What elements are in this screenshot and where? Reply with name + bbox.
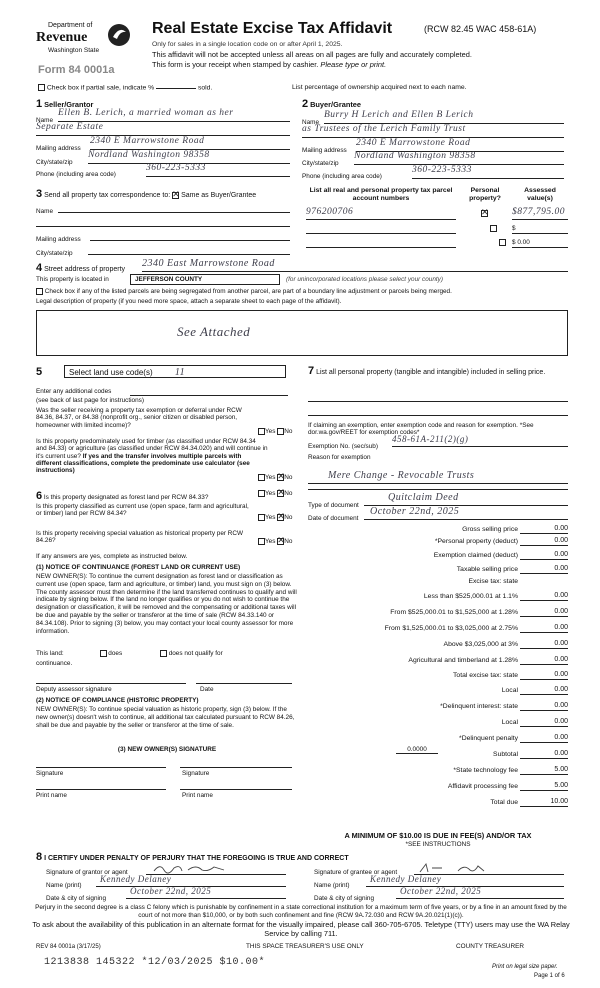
buyer-city-field[interactable]: Nordland Washington 98358 [354, 151, 564, 165]
seller-name-label: Name [36, 117, 54, 124]
parcel-number-3[interactable] [306, 236, 456, 248]
new-owner-signature-1[interactable] [36, 760, 166, 768]
calc-row-value[interactable]: 10.00 [520, 798, 568, 807]
minimum-due-note: A MINIMUM OF $10.00 IS DUE IN FEE(S) AND/OR TAX [344, 831, 532, 840]
page-title: Real Estate Excise Tax Affidavit [152, 20, 393, 37]
current-use-no-label: No [284, 514, 293, 522]
section-7-heading [308, 365, 568, 378]
seller-name-field-2[interactable]: Separate Estate [36, 122, 290, 136]
exemption-number-field[interactable]: 458-61A-211(2)(g) [392, 434, 568, 447]
current-use-no-checkbox[interactable] [277, 514, 284, 521]
parcel-header: List all real and personal property tax parcel account numbers [309, 187, 453, 202]
legal-description-field[interactable] [36, 310, 568, 356]
calc-row-label: Local [501, 687, 518, 694]
seller-phone-field[interactable]: 360-223-5333 [146, 163, 290, 177]
personal-property-checkbox-2[interactable] [490, 225, 497, 232]
forest-no-checkbox[interactable] [277, 490, 284, 497]
logo-dept-line2: Revenue [36, 30, 88, 45]
parcel-number-1[interactable]: 976200706 [306, 207, 456, 220]
citation: (RCW 82.45 WAC 458-61A) [424, 24, 537, 34]
parcel-number-2[interactable] [306, 222, 456, 234]
buyer-name-label: Name [302, 119, 320, 126]
calc-row-label: *State technology fee [453, 767, 518, 774]
assessed-value-3[interactable]: $ 0.00 [512, 236, 568, 248]
forest-yes-label: Yes [265, 490, 276, 498]
calc-row-value[interactable]: 0.00 [520, 608, 568, 617]
grantee-date-label: Date & city of signing [314, 895, 375, 902]
located-in-label: This property is located in [36, 276, 109, 283]
calc-row-value[interactable]: 5.00 [520, 766, 568, 775]
notice-3-title: (3) NEW OWNER(S) SIGNATURE [117, 746, 217, 753]
land-use-select-label: Select land use code(s) [69, 368, 153, 377]
reason-exemption-label: Reason for exemption [308, 454, 371, 461]
personal-property-list-2[interactable] [308, 408, 568, 416]
section-1-number: 1 [36, 98, 43, 110]
exemption-yes-no [258, 428, 292, 436]
calc-row-label: Subtotal [493, 751, 518, 758]
calc-row-value[interactable]: 0.00 [520, 592, 568, 601]
assessed-value-2[interactable]: $ [512, 222, 568, 234]
notice-2-text: NEW OWNER(S): To continue special valuation as historic property, sign (3) below. If the new owner(s) doesn't wish to continue, all additional tax calculated pursuant to RCW 84.26, shall be due and payable by the seller or transferor at the time of sale. [36, 706, 295, 729]
section-3-city-field[interactable] [88, 247, 290, 255]
personal-property-checkbox-3[interactable] [499, 239, 506, 246]
grantor-signature-label: Signature of grantor or agent [46, 869, 128, 876]
calc-row-label: Total due [490, 799, 518, 806]
new-owner-print-2[interactable] [180, 782, 292, 790]
seller-name-field[interactable]: Ellen B. Lerich, a married woman as her [58, 108, 290, 122]
logo-dept-line3: Washington State [48, 47, 100, 54]
calc-row-value[interactable]: 0.00 [520, 640, 568, 649]
county-treasurer-label: COUNTY TREASURER [456, 943, 524, 950]
section-2-number: 2 [302, 98, 309, 110]
see-instructions-note: *SEE INSTRUCTIONS [405, 841, 471, 848]
grantee-name-field[interactable]: Kennedy Delaney [366, 874, 564, 887]
personal-property-checkbox-1[interactable] [481, 210, 488, 217]
county-select[interactable]: JEFFERSON COUNTY [130, 274, 280, 285]
calc-row-value[interactable]: 0.00 [520, 565, 568, 574]
section-3-name-label: Name [36, 208, 54, 215]
reason-exemption-field[interactable]: Mere Change - Revocable Trusts [308, 470, 568, 484]
seller-phone-label: Phone (including area code) [36, 171, 116, 178]
timber-no-checkbox[interactable] [277, 474, 284, 481]
calc-row-value[interactable]: 0.00 [520, 624, 568, 633]
personal-property-list-1[interactable] [308, 394, 568, 402]
new-owner-signature-label-2: Signature [182, 770, 210, 777]
timber-no-label: No [284, 474, 293, 482]
segregated-row [36, 288, 452, 296]
does-checkbox[interactable] [100, 650, 107, 657]
grantee-date-field[interactable]: October 22nd, 2025 [396, 886, 564, 899]
section-8-number: 8 [36, 851, 43, 863]
logo-dept-line1: Department of [48, 22, 93, 29]
if-yes-note: If any answers are yes, complete as instructed below. [36, 553, 188, 560]
calc-row-label: Gross selling price [462, 526, 518, 533]
buyer-city-label: City/state/zip [302, 160, 339, 167]
buyer-mailing-field[interactable]: 2340 E Marrowstone Road [356, 138, 564, 152]
section-4-address-row [36, 262, 125, 275]
assessed-value-1[interactable]: $877,795.00 [512, 207, 568, 220]
assessed-value-header: Assessed value(s) [524, 187, 556, 202]
new-owner-signature-2[interactable] [180, 760, 292, 768]
legal-description-label: Legal description of property (if you need more space, attach a separate sheet to each page of the affidavit). [36, 298, 342, 305]
current-use-yes-no [258, 514, 292, 522]
calc-row-label: *Personal property (deduct) [434, 538, 518, 545]
calc-row-label: Agricultural and timberland at 1.28% [408, 657, 518, 664]
calc-row-value[interactable]: 0.00 [520, 525, 568, 534]
this-land-label: This land: [36, 650, 64, 658]
calc-row-label: Exemption claimed (deduct) [433, 552, 518, 559]
land-use-code: 11 [174, 367, 186, 378]
calc-row-label: Taxable selling price [456, 566, 518, 573]
calc-row-value[interactable]: 0.00 [520, 734, 568, 743]
partial-sale-percent-field[interactable] [156, 88, 196, 89]
exemption-number-label: Exemption No. (sec/sub) [308, 443, 378, 450]
document-date-label: Date of document [308, 515, 359, 522]
additional-codes-label: Enter any additional codes [36, 388, 112, 395]
exemption-yes-checkbox[interactable] [258, 428, 265, 435]
land-use-select[interactable] [64, 365, 286, 378]
subtitle-3-italic: Please type or print. [320, 60, 387, 69]
notice-2-title: (2) NOTICE OF COMPLIANCE (HISTORIC PROPERTY) [36, 697, 199, 704]
exemption-yes-label: Yes [265, 428, 276, 436]
calc-row-value[interactable]: 0.00 [520, 702, 568, 711]
forest-yes-no [258, 490, 292, 498]
calc-row-value[interactable]: 0.00 [520, 537, 568, 546]
section-3-mailing-label: Mailing address [36, 236, 81, 243]
same-as-buyer-label: Same as Buyer/Grantee [181, 192, 257, 199]
calc-row-label: *Delinquent interest: state [440, 703, 518, 710]
county-note: (for unincorporated locations please select your county) [286, 276, 444, 283]
section-3-number: 3 [36, 188, 43, 200]
seller-mailing-field[interactable]: 2340 E Marrowstone Road [90, 136, 290, 150]
new-owner-signature-label-1: Signature [36, 770, 64, 777]
historic-yes-no [258, 538, 292, 546]
current-use-yes-label: Yes [265, 514, 276, 522]
timber-question-text: Is this property predominately used for timber (as classified under RCW 84.34 and 84.33) or agriculture (as classified under RCW 84.34.020) and will continue in it's current use? [36, 438, 268, 460]
section-7-text: List all personal property (tangible and intangible) included in selling price. [316, 369, 546, 376]
calc-row-label: Affidavit processing fee [447, 783, 518, 790]
buyer-name-field[interactable]: Burry H Lerich and Ellen B Lerich [324, 110, 564, 124]
grantor-signature-scribble [152, 862, 232, 874]
document-date-field[interactable]: October 22nd, 2025 [364, 506, 568, 520]
deputy-date-field[interactable] [196, 676, 292, 684]
partial-sale-row [38, 84, 212, 92]
legal-description-value: See Attached [177, 324, 251, 339]
document-type-field[interactable]: Quitclaim Deed [364, 492, 568, 506]
calc-row-label: From $525,000.01 to $1,525,000 at 1.28% [390, 609, 518, 616]
buyer-phone-field[interactable]: 360-223-5333 [412, 165, 564, 179]
document-type-label: Type of document [308, 502, 359, 509]
forest-question [36, 490, 208, 503]
section-3-heading [36, 188, 256, 201]
section-8-text: I CERTIFY UNDER PENALTY OF PERJURY THAT THE FOREGOING IS TRUE AND CORRECT [44, 855, 349, 862]
calc-row-value[interactable]: 0.00 [520, 551, 568, 560]
revision-label: REV 84 0001a (3/17/25) [36, 944, 101, 950]
partial-sale-sold: sold. [197, 84, 213, 92]
reason-exemption-field-2[interactable] [308, 486, 568, 490]
current-use-yes-checkbox[interactable] [258, 514, 265, 521]
buyer-mailing-label: Mailing address [302, 147, 347, 154]
section-6-number: 6 [36, 490, 43, 502]
exemption-no-label: No [284, 428, 293, 436]
notice-1-title: (1) NOTICE OF CONTINUANCE (FOREST LAND OR CURRENT USE) [36, 564, 241, 571]
new-owner-print-label-2: Print name [182, 792, 213, 799]
forest-no-label: No [284, 490, 293, 498]
segregated-label: Check box if any of the listed parcels are being segregated from another parcel, are part of a boundary line adjustment or parcels being merged. [44, 288, 452, 296]
seller-heading-label: Seller/Grantor [44, 100, 94, 109]
legal-paper-note: Print on legal size paper. [492, 964, 558, 970]
section-3-city-label: City/state/zip [36, 250, 73, 257]
calc-row-label: *Delinquent penalty [459, 735, 518, 742]
alternate-format-notice: To ask about the availability of this publication in an alternate format for the visually impaired, please call 360-705-6705. Teletype (TTY) users may use the WA Relay Service by calling 711. [32, 920, 570, 938]
exemption-no-checkbox[interactable] [277, 428, 284, 435]
does-not-label: does not qualify for [168, 650, 223, 658]
segregated-checkbox[interactable] [36, 288, 43, 295]
historic-yes-label: Yes [265, 538, 276, 546]
timber-question-bold: If yes and the transfer involves multiple parcels with different classifications, complete the predominate use calculator (see instructions) [36, 452, 250, 475]
calc-row-label: From $1,525,000.01 to $3,025,000 at 2.75% [384, 625, 518, 632]
grantee-name-label: Name (print) [314, 882, 350, 889]
partial-sale-label: Check box if partial sale, indicate % [46, 84, 155, 92]
deputy-signature-field[interactable] [36, 676, 186, 684]
same-as-buyer-checkbox[interactable] [172, 192, 179, 199]
calc-row-label: Local [501, 719, 518, 726]
calc-row-label: Excise tax: state [468, 578, 518, 585]
historic-no-label: No [284, 538, 293, 546]
additional-codes-field[interactable] [130, 388, 288, 396]
historic-no-checkbox[interactable] [277, 538, 284, 545]
calc-row-value[interactable]: 0.00 [520, 686, 568, 695]
forest-yes-checkbox[interactable] [258, 490, 265, 497]
this-land-row [36, 650, 298, 658]
does-label: does [108, 650, 123, 658]
timber-yes-label: Yes [265, 474, 276, 482]
exemption-claim-text: If claiming an exemption, enter exemption code and reason for exemption. *See dor.wa.gov/REET for exemption codes* [308, 422, 534, 437]
subtitle-2: This affidavit will not be accepted unless all areas on all pages are fully and accurately completed. [152, 50, 472, 59]
historic-yes-checkbox[interactable] [258, 538, 265, 545]
section-3-name-field[interactable] [58, 205, 290, 213]
ownership-note: List percentage of ownership acquired next to each name. [292, 84, 467, 91]
partial-sale-checkbox[interactable] [38, 84, 45, 91]
section-7-number: 7 [308, 365, 315, 377]
buyer-name-field-2[interactable]: as Trustees of the Lerich Family Trust [302, 124, 564, 138]
buyer-phone-label: Phone (including area code) [302, 173, 382, 180]
timber-yes-checkbox[interactable] [258, 474, 265, 481]
section-5-number: 5 [36, 366, 43, 378]
exemption-question: Was the seller receiving a property tax exemption or deferral under RCW 84.36, 84.37, or 84.38 (nonprofit org., senior citizen or disabled person, homeowner with limited income)? [36, 407, 242, 429]
seller-city-label: City/state/zip [36, 159, 73, 166]
form-number: Form 84 0001a [38, 64, 115, 76]
does-not-checkbox[interactable] [160, 650, 167, 657]
grantor-name-field[interactable]: Kennedy Delaney [96, 874, 286, 887]
cashier-stamp: 1213838 145322 *12/03/2025 $10.00* [44, 957, 266, 968]
new-owner-print-1[interactable] [36, 782, 166, 790]
subtitle-3 [152, 61, 386, 70]
seller-city-field[interactable]: Nordland Washington 98358 [88, 150, 290, 164]
street-address-field[interactable]: 2340 East Marrowstone Road [142, 258, 568, 272]
buyer-heading-label: Buyer/Grantee [310, 100, 362, 109]
section-4-number: 4 [36, 262, 43, 274]
timber-question [36, 438, 268, 475]
subtitle-3-text: This form is your receipt when stamped by cashier. [152, 60, 319, 69]
see-back-note: (see back of last page for instructions) [36, 397, 144, 404]
calc-row-label: Total excise tax: state [453, 672, 518, 679]
timber-yes-no [258, 474, 292, 482]
grantor-date-label: Date & city of signing [46, 895, 107, 902]
page-number: Page 1 of 6 [534, 973, 565, 979]
grantor-name-label: Name (print) [46, 882, 82, 889]
section-3-mailing-field[interactable] [90, 233, 290, 241]
personal-property-header: Personal property? [469, 187, 501, 202]
grantee-signature-scribble [418, 862, 498, 874]
grantor-date-field[interactable]: October 22nd, 2025 [126, 886, 286, 899]
notice-1-text: NEW OWNER(S): To continue the current designation as forest land or classification as current use (open space, farm and agriculture, or timber) land, you must sign on (3) below. The county assessor must then determine if the land transferred continues to qualify and will indicate by signing below. If the land no longer qualifies or you do not wish to continue the designation or classification, it will be removed and the compensating or additional taxes will be due and payable by the seller or transferor at the time of sale (RCW 84.33.140 or 84.34.108). Prior to signing (3) below, you may contact your local county assessor for more information. [36, 573, 297, 635]
perjury-notice: Perjury in the second degree is a class C felony which is punishable by confinement in a state correctional institution for a maximum term of five years, or by a fine in an amount fixed by the court of not more than $10,000, or by both such confinement and fine (RCW 9A.72.030 and RCW 9A.20.021(1)(c)). [35, 904, 567, 919]
historic-question: Is this property receiving special valuation as historical property per RCW 84.26? [36, 530, 244, 545]
subtitle-1: Only for sales in a single location code on or after April 1, 2025. [152, 41, 343, 48]
swirl-logo-icon [106, 22, 132, 48]
calc-row-value[interactable]: 0.00 [520, 671, 568, 680]
calc-row-value[interactable]: 0.00 [520, 750, 568, 759]
grantee-signature-label: Signature of grantee or agent [314, 869, 398, 876]
section-3-name-field-2[interactable] [36, 219, 290, 227]
current-use-question: Is this property classified as current use (open space, farm and agricultural, or timber) land per RCW 84.34? [36, 503, 249, 518]
calc-row-label: Above $3,025,000 at 3% [443, 641, 518, 648]
new-owner-print-label-1: Print name [36, 792, 67, 799]
street-address-label: Street address of property [44, 266, 126, 273]
calc-row-label: Less than $525,000.01 at 1.1% [423, 593, 518, 600]
section-3-text: Send all property tax correspondence to: [44, 192, 171, 199]
buyer-heading [302, 98, 361, 111]
calc-row-value[interactable]: 0.00 [520, 656, 568, 665]
continuance-label: continuance. [36, 660, 73, 667]
calc-row-value[interactable]: 5.00 [520, 782, 568, 791]
local-rate: 0.0000 [396, 746, 438, 754]
deputy-date-label: Date [200, 686, 214, 693]
department-logo [30, 18, 140, 70]
seller-mailing-label: Mailing address [36, 145, 81, 152]
calc-row-value[interactable]: 0.00 [520, 718, 568, 727]
forest-question-text: Is this property designated as forest land per RCW 84.33? [43, 494, 209, 501]
deputy-signature-label: Deputy assessor signature [36, 686, 112, 693]
treasurer-use-label: THIS SPACE TREASURER'S USE ONLY [246, 943, 364, 950]
